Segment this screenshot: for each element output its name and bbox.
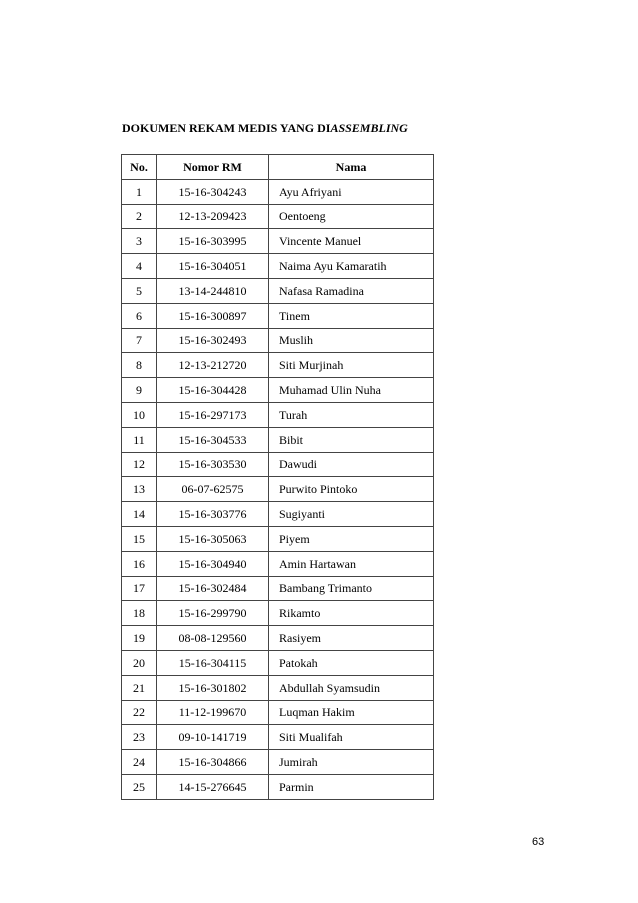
nama-cell: Turah: [269, 402, 434, 427]
nama-cell: Abdullah Syamsudin: [269, 675, 434, 700]
nama-cell: Oentoeng: [269, 204, 434, 229]
nomor-rm-cell: 14-15-276645: [157, 774, 269, 799]
nama-cell: Naima Ayu Kamaratih: [269, 254, 434, 279]
table-row: [122, 725, 434, 750]
nama-cell: Bibit: [269, 427, 434, 452]
document-title-italic: ASSEMBLING: [330, 121, 408, 135]
table-row: [122, 700, 434, 725]
row-number-cell: 1: [122, 179, 157, 204]
document-title: [122, 121, 408, 136]
table-row: [122, 626, 434, 651]
nama-cell: Patokah: [269, 650, 434, 675]
table-row: [122, 750, 434, 775]
row-number-cell: 22: [122, 700, 157, 725]
nama-cell: Siti Mualifah: [269, 725, 434, 750]
row-number-cell: 13: [122, 477, 157, 502]
nomor-rm-cell: 15-16-302493: [157, 328, 269, 353]
row-number-cell: 23: [122, 725, 157, 750]
table-row: [122, 452, 434, 477]
row-number-cell: 16: [122, 551, 157, 576]
row-number-cell: 18: [122, 601, 157, 626]
nomor-rm-cell: 15-16-302484: [157, 576, 269, 601]
row-number-cell: 21: [122, 675, 157, 700]
nama-cell: Nafasa Ramadina: [269, 278, 434, 303]
nomor-rm-cell: 06-07-62575: [157, 477, 269, 502]
table-row: [122, 303, 434, 328]
nomor-rm-cell: 15-16-300897: [157, 303, 269, 328]
nama-cell: Vincente Manuel: [269, 229, 434, 254]
table-row: [122, 278, 434, 303]
table-row: [122, 551, 434, 576]
row-number-cell: 25: [122, 774, 157, 799]
row-number-cell: 14: [122, 502, 157, 527]
row-number-cell: 10: [122, 402, 157, 427]
nama-cell: Siti Murjinah: [269, 353, 434, 378]
nomor-rm-cell: 15-16-303776: [157, 502, 269, 527]
table-row: [122, 601, 434, 626]
nama-cell: Jumirah: [269, 750, 434, 775]
row-number-cell: 12: [122, 452, 157, 477]
table-row: [122, 526, 434, 551]
row-number-cell: 11: [122, 427, 157, 452]
table-row: [122, 477, 434, 502]
table-row: [122, 502, 434, 527]
medical-records-table: [121, 154, 434, 800]
nama-cell: Sugiyanti: [269, 502, 434, 527]
table-row: [122, 378, 434, 403]
header-nomor-rm: Nomor RM: [157, 155, 269, 180]
nomor-rm-cell: 15-16-304051: [157, 254, 269, 279]
nomor-rm-cell: 15-16-304115: [157, 650, 269, 675]
nama-cell: Ayu Afriyani: [269, 179, 434, 204]
row-number-cell: 7: [122, 328, 157, 353]
row-number-cell: 20: [122, 650, 157, 675]
nama-cell: Parmin: [269, 774, 434, 799]
nama-cell: Rasiyem: [269, 626, 434, 651]
nama-cell: Bambang Trimanto: [269, 576, 434, 601]
header-no: No.: [122, 155, 157, 180]
table-row: [122, 774, 434, 799]
table-row: [122, 576, 434, 601]
page-number: 63: [532, 836, 545, 848]
nama-cell: Piyem: [269, 526, 434, 551]
nomor-rm-cell: 15-16-304428: [157, 378, 269, 403]
table-row: [122, 402, 434, 427]
nomor-rm-cell: 15-16-299790: [157, 601, 269, 626]
nomor-rm-cell: 09-10-141719: [157, 725, 269, 750]
row-number-cell: 9: [122, 378, 157, 403]
nomor-rm-cell: 15-16-305063: [157, 526, 269, 551]
table-row: [122, 179, 434, 204]
row-number-cell: 8: [122, 353, 157, 378]
table-header-row: [122, 155, 434, 180]
nomor-rm-cell: 12-13-209423: [157, 204, 269, 229]
document-title-prefix: DOKUMEN REKAM MEDIS YANG DI: [122, 121, 331, 135]
nama-cell: Purwito Pintoko: [269, 477, 434, 502]
nomor-rm-cell: 15-16-301802: [157, 675, 269, 700]
nama-cell: Tinem: [269, 303, 434, 328]
nama-cell: Amin Hartawan: [269, 551, 434, 576]
row-number-cell: 17: [122, 576, 157, 601]
row-number-cell: 5: [122, 278, 157, 303]
nomor-rm-cell: 15-16-304940: [157, 551, 269, 576]
table-body: [122, 179, 434, 799]
nama-cell: Dawudi: [269, 452, 434, 477]
nama-cell: Luqman Hakim: [269, 700, 434, 725]
nomor-rm-cell: 15-16-303530: [157, 452, 269, 477]
header-nama: Nama: [269, 155, 434, 180]
nomor-rm-cell: 08-08-129560: [157, 626, 269, 651]
table-row: [122, 328, 434, 353]
table-row: [122, 675, 434, 700]
nama-cell: Muhamad Ulin Nuha: [269, 378, 434, 403]
nomor-rm-cell: 15-16-303995: [157, 229, 269, 254]
nomor-rm-cell: 15-16-304866: [157, 750, 269, 775]
table-row: [122, 427, 434, 452]
row-number-cell: 2: [122, 204, 157, 229]
table-row: [122, 229, 434, 254]
nomor-rm-cell: 12-13-212720: [157, 353, 269, 378]
row-number-cell: 3: [122, 229, 157, 254]
nomor-rm-cell: 11-12-199670: [157, 700, 269, 725]
row-number-cell: 24: [122, 750, 157, 775]
row-number-cell: 6: [122, 303, 157, 328]
table-row: [122, 650, 434, 675]
nama-cell: Rikamto: [269, 601, 434, 626]
table-row: [122, 204, 434, 229]
table-row: [122, 353, 434, 378]
nama-cell: Muslih: [269, 328, 434, 353]
nomor-rm-cell: 13-14-244810: [157, 278, 269, 303]
row-number-cell: 4: [122, 254, 157, 279]
nomor-rm-cell: 15-16-304533: [157, 427, 269, 452]
row-number-cell: 15: [122, 526, 157, 551]
table-row: [122, 254, 434, 279]
nomor-rm-cell: 15-16-304243: [157, 179, 269, 204]
row-number-cell: 19: [122, 626, 157, 651]
nomor-rm-cell: 15-16-297173: [157, 402, 269, 427]
